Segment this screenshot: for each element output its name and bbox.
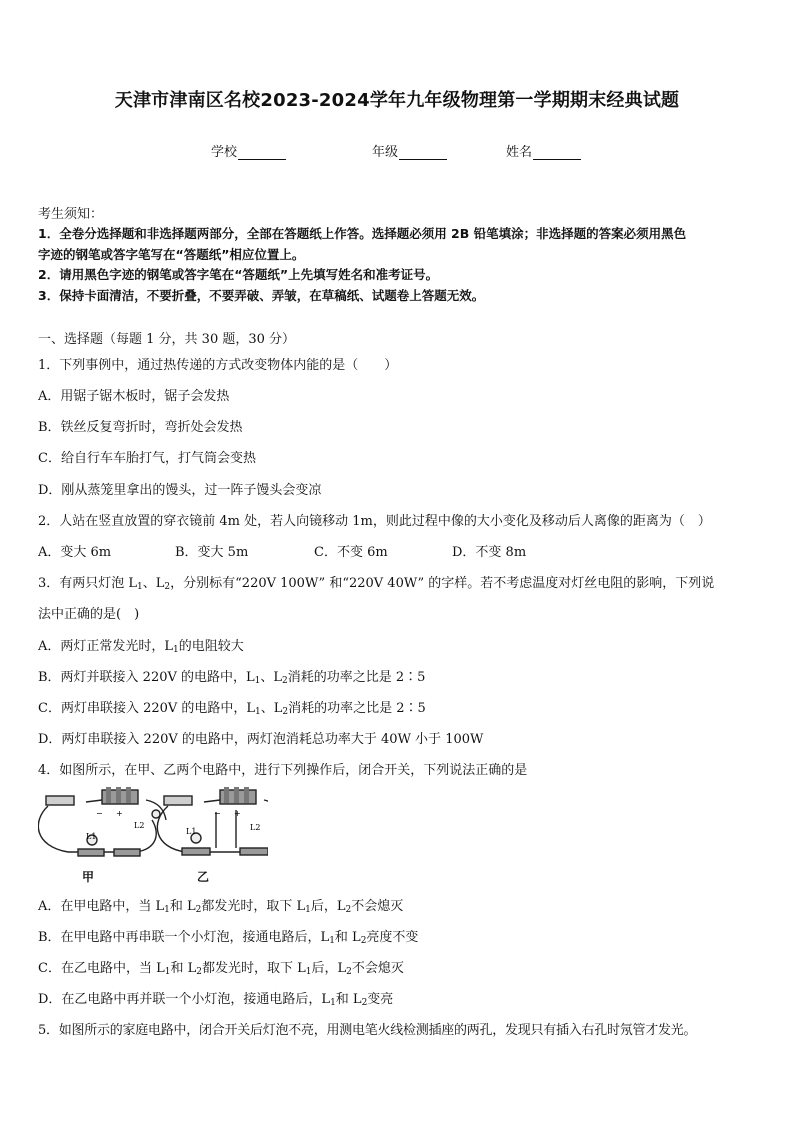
q2-option-a[interactable]: A．变大 6m [38, 545, 112, 560]
label-l2-jia: L2 [134, 821, 145, 830]
q3-option-c[interactable]: C．两灯串联接入 220V 的电路中，$L_1$、$L_2$消耗的功率之比是 2∶5 [38, 701, 426, 717]
switch-yi [164, 796, 192, 805]
q4-option-a[interactable]: A．在甲电路中，当 $L_1$和 $L_2$都发光时，取下 $L_1$后，$L_2$不会熄灭 [38, 899, 404, 915]
notice-heading: 考生须知： [38, 207, 104, 222]
q3-option-b[interactable]: B．两灯并联接入 220V 的电路中，$L_1$、$L_2$消耗的功率之比是 2∶5 [38, 670, 426, 686]
q4-option-d[interactable]: D．在乙电路中再并联一个小灯泡，接通电路后，$L_1$和 $L_2$变亮 [38, 992, 394, 1008]
q1-option-d[interactable]: D．刚从蒸笼里拿出的馒头，过一阵子馒头会变凉 [38, 483, 322, 498]
q2-option-c[interactable]: C．不变 6m [314, 545, 388, 560]
wire [38, 806, 68, 852]
switch-jia [46, 796, 74, 805]
page-title: 天津市津南区名校2023-2024学年九年级物理第一学期期末经典试题 [114, 90, 680, 111]
name-blank[interactable] [533, 146, 581, 160]
figure-label-jia: 甲 [82, 870, 95, 884]
q3-option-d[interactable]: D．两灯串联接入 220V 的电路中，两灯泡消耗总功率大于 40W 小于 100W [38, 732, 484, 747]
grade-field [372, 141, 447, 160]
grade-label: 年级 [372, 145, 399, 160]
q1-stem: 1．下列事例中，通过热传递的方式改变物体内能的是（ ） [38, 358, 398, 373]
q1-option-c[interactable]: C．给自行车车胎打气，打气筒会变热 [38, 451, 256, 466]
school-field [211, 141, 286, 160]
label-l2-yi: L2 [250, 823, 261, 832]
q5-stem: 5．如图所示的家庭电路中，闭合开关后灯泡不亮，用测电笔火线检测插座的两孔，发现只有插入右孔时氖管才发光。 [38, 1023, 697, 1038]
name-field [506, 141, 581, 160]
bulb-l2-jia [152, 810, 160, 818]
battery-plus-yi: + [234, 809, 241, 818]
grade-blank[interactable] [399, 146, 447, 160]
q3-stem-line-1: 3．有两只灯泡 $L_1$、$L_2$，分别标有“220V 100W” 和“220V 40W” 的字样。若不考虑温度对灯丝电阻的影响，下列说 [38, 576, 715, 592]
q4-option-b[interactable]: B．在甲电路中再串联一个小灯泡，接通电路后，$L_1$和 $L_2$亮度不变 [38, 930, 419, 946]
q2-stem: 2．人站在竖直放置的穿衣镜前 4m 处，若人向镜移动 1m，则此过程中像的大小变化及移动后人离像的距离为（ ） [38, 514, 711, 529]
label-l1-jia: L1 [86, 832, 97, 841]
bulb-l2-base-jia [114, 849, 140, 856]
figure-label-yi: 乙 [197, 870, 210, 884]
q3-stem-line-2: 法中正确的是( ) [38, 607, 140, 622]
q2-option-b[interactable]: B．变大 5m [175, 545, 249, 560]
battery-minus-yi: − [214, 809, 221, 818]
q4-circuit-figure [38, 786, 268, 886]
notice-item-2: 2．请用黑色字迹的钢笔或答字笔在“答题纸”上先填写姓名和准考证号。 [38, 267, 439, 282]
label-l1-yi: L1 [186, 827, 197, 836]
section-heading: 一、选择题（每题 1 分，共 30 题，30 分） [38, 332, 296, 347]
q3-option-a[interactable]: A．两灯正常发光时，$L_1$的电阻较大 [38, 639, 244, 655]
q4-option-c[interactable]: C．在乙电路中，当 $L_1$和 $L_2$都发光时，取下 $L_1$后，$L_2$不会熄灭 [38, 961, 404, 977]
school-label: 学校 [211, 145, 238, 160]
notice-item-1-line-1: 1．全卷分选择题和非选择题两部分，全部在答题纸上作答。选择题必须用 2B 铅笔填涂；非选择题的答案必须用黑色 [38, 226, 687, 241]
circuit-yi [157, 787, 268, 855]
q4-stem: 4．如图所示，在甲、乙两个电路中，进行下列操作后，闭合开关，下列说法正确的是 [38, 763, 528, 778]
battery-plus-jia: + [116, 809, 123, 818]
bulb-l1-base-jia [78, 849, 104, 856]
circuit-jia [38, 787, 166, 856]
q1-option-b[interactable]: B．铁丝反复弯折时，弯折处会发热 [38, 420, 243, 435]
q2-option-d[interactable]: D．不变 8m [452, 545, 527, 560]
notice-item-3: 3．保持卡面清洁，不要折叠，不要弄破、弄皱，在草稿纸、试题卷上答题无效。 [38, 288, 485, 303]
battery-minus-jia: − [96, 809, 103, 818]
school-blank[interactable] [238, 146, 286, 160]
q1-option-a[interactable]: A．用锯子锯木板时，锯子会发热 [38, 389, 230, 404]
bulb-l2-base-yi [240, 848, 268, 855]
bulb-l1-base-yi [182, 848, 210, 855]
name-label: 姓名 [506, 145, 533, 160]
notice-item-1-line-2: 字迹的钢笔或答字笔写在“答题纸”相应位置上。 [38, 247, 305, 262]
